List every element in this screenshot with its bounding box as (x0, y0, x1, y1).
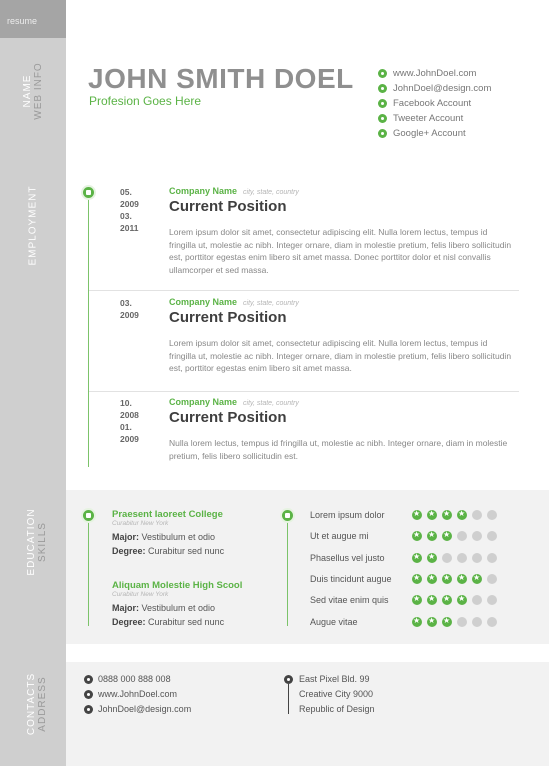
address-line-3: Republic of Design (299, 704, 375, 714)
contact-item[interactable] (84, 673, 171, 685)
divider (89, 391, 519, 392)
web-info-item[interactable] (378, 96, 491, 111)
side-label-education-skills (26, 497, 48, 587)
job-dates (120, 397, 139, 445)
degree-label: Degree: (112, 546, 146, 556)
skill-row (310, 594, 502, 606)
contact-text: www.JohnDoel.com (98, 689, 178, 699)
job-position: Current Position (169, 198, 287, 215)
school-major (112, 603, 215, 613)
star-empty-icon (457, 531, 467, 541)
resume-tag (0, 0, 66, 38)
star-filled-icon (412, 553, 422, 563)
star-empty-icon (487, 595, 497, 605)
web-info-text: JohnDoel@design.com (393, 83, 492, 94)
job-date-end: 01. 2009 (120, 422, 139, 444)
side-label-name-webinfo (22, 56, 44, 126)
company-location: city, state, country (243, 189, 299, 196)
education-timeline (88, 520, 89, 626)
degree-value: Curabitur sed nunc (148, 546, 225, 556)
star-filled-icon (412, 595, 422, 605)
star-filled-icon (412, 510, 422, 520)
skill-row (310, 509, 502, 521)
web-info-item[interactable] (378, 81, 491, 96)
job-date-start: 03. 2009 (120, 298, 139, 320)
skill-row (310, 530, 502, 542)
briefcase-icon (81, 185, 96, 200)
major-label: Major: (112, 532, 139, 542)
job-company (169, 186, 299, 196)
skill-name: Ut et augue mi (310, 531, 369, 542)
globe-icon (84, 690, 93, 699)
side-label-contacts: CONTACTS (26, 672, 37, 736)
star-filled-icon (472, 574, 482, 584)
star-filled-icon (412, 574, 422, 584)
school-location: Curabitur New York (112, 520, 169, 527)
star-empty-icon (487, 574, 497, 584)
skill-rating (412, 595, 502, 605)
skype-icon (84, 705, 93, 714)
side-label-name: NAME (22, 74, 33, 108)
address-line-1: East Pixel Bld. 99 (299, 674, 370, 684)
skill-row (310, 616, 502, 628)
star-filled-icon (427, 531, 437, 541)
school-degree (112, 546, 224, 556)
skill-row (310, 573, 502, 585)
side-label-skills: SKILLS (37, 522, 48, 562)
star-filled-icon (427, 510, 437, 520)
side-label-contacts-address (26, 659, 48, 749)
job-dates (120, 186, 139, 234)
star-empty-icon (457, 553, 467, 563)
job-description: Lorem ipsum dolor sit amet, consectetur adipiscing elit. Nulla lorem lectus, tempus id fringilla ut, molestie ac nibh. Integer ornare, diam in molestie pretium, felis libero sollicitudin est, porttitor egestas enim libero sit amet massa. (169, 338, 512, 373)
star-filled-icon (412, 617, 422, 627)
contact-item[interactable] (84, 688, 177, 700)
facebook-icon (378, 99, 387, 108)
star-empty-icon (472, 617, 482, 627)
job-company (169, 397, 299, 407)
full-name: JOHN SMITH DOEL (88, 63, 354, 94)
skill-rating (412, 531, 502, 541)
resume-tag-label: resume (7, 16, 38, 26)
school-degree (112, 617, 224, 627)
address-line (288, 684, 289, 714)
star-filled-icon (457, 595, 467, 605)
star-filled-icon (427, 574, 437, 584)
profession: Profesion Goes Here (89, 94, 202, 108)
job-description: Nulla lorem lectus, tempus id fringilla ut, molestie ac nibh. Integer ornare, diam in molestie pretium, felis libero sollicitudin est. (169, 438, 508, 461)
divider (89, 290, 519, 291)
skill-name: Augue vitae (310, 616, 358, 627)
job-description: Lorem ipsum dolor sit amet, consectetur adipiscing elit. Nulla lorem lectus, tempus id fringilla ut, molestie ac nibh. Integer ornare, diam in molestie pretium, felis libero sollicitudin est, porttitor egestas enim libero sit amet massa. Donec porttitor dolor et nisl convallis ullamcorper et sed massa. (169, 227, 512, 275)
job-dates (120, 297, 139, 321)
skill-name: Phasellus vel justo (310, 552, 385, 563)
skype-icon (378, 84, 387, 93)
star-filled-icon (427, 617, 437, 627)
skill-name: Lorem ipsum dolor (310, 510, 385, 520)
web-info-text: Facebook Account (393, 98, 472, 109)
star-filled-icon (412, 531, 422, 541)
side-label-employment-text: EMPLOYMENT (27, 185, 39, 266)
googleplus-icon (378, 129, 387, 138)
star-filled-icon (442, 531, 452, 541)
school-major (112, 532, 215, 542)
company-location: city, state, country (243, 400, 299, 407)
skill-name: Duis tincidunt augue (310, 573, 392, 584)
star-empty-icon (487, 617, 497, 627)
school-name: Aliquam Molestie High Scool (112, 580, 243, 591)
employment-timeline (88, 195, 89, 467)
magnifier-icon (280, 508, 295, 523)
twitter-icon (378, 114, 387, 123)
star-empty-icon (472, 531, 482, 541)
job-company (169, 297, 299, 307)
skill-rating (412, 510, 502, 520)
school-name: Praesent Iaoreet College (112, 509, 223, 520)
star-empty-icon (472, 510, 482, 520)
star-empty-icon (487, 553, 497, 563)
company-location: city, state, country (243, 300, 299, 307)
star-filled-icon (442, 595, 452, 605)
star-filled-icon (442, 510, 452, 520)
skill-row (310, 552, 502, 564)
star-filled-icon (442, 574, 452, 584)
star-empty-icon (472, 553, 482, 563)
skill-name: Sed vitae enim quis (310, 595, 389, 606)
major-value: Vestibulum et odio (141, 603, 216, 613)
pencil-icon (81, 508, 96, 523)
contact-text: JohnDoel@design.com (98, 704, 192, 714)
degree-value: Curabitur sed nunc (148, 617, 225, 627)
school-location: Curabitur New York (112, 591, 169, 598)
star-filled-icon (427, 553, 437, 563)
skill-rating (412, 617, 502, 627)
job-date-start: 05. 2009 (120, 187, 139, 209)
company-name: Company Name (169, 297, 238, 307)
job-position: Current Position (169, 409, 287, 426)
star-filled-icon (457, 510, 467, 520)
major-label: Major: (112, 603, 139, 613)
job-position: Current Position (169, 309, 287, 326)
star-empty-icon (487, 510, 497, 520)
contact-text: 0888 000 888 008 (98, 674, 171, 684)
location-pin-icon (284, 675, 293, 684)
major-value: Vestibulum et odio (141, 532, 216, 542)
star-filled-icon (427, 595, 437, 605)
job-date-start: 10. 2008 (120, 398, 139, 420)
star-empty-icon (442, 553, 452, 563)
star-filled-icon (442, 617, 452, 627)
web-info-text: Tweeter Account (393, 113, 464, 124)
web-info-text: Google+ Account (393, 128, 466, 139)
star-empty-icon (487, 531, 497, 541)
side-label-address: ADDRESS (37, 676, 48, 732)
side-label-webinfo: WEB INFO (33, 62, 44, 120)
skill-rating (412, 574, 502, 584)
job-date-end: 03. 2011 (120, 211, 139, 233)
company-name: Company Name (169, 186, 238, 196)
degree-label: Degree: (112, 617, 146, 627)
web-info-item[interactable] (378, 66, 491, 81)
side-label-employment (28, 176, 39, 276)
skills-timeline (287, 520, 288, 626)
side-label-education: EDUCATION (26, 508, 37, 576)
web-info-item[interactable] (378, 111, 491, 126)
star-empty-icon (472, 595, 482, 605)
phone-icon (84, 675, 93, 684)
web-info-text: www.JohnDoel.com (393, 68, 477, 79)
star-filled-icon (457, 574, 467, 584)
address-line-2: Creative City 9000 (299, 689, 374, 699)
web-info-list (378, 66, 491, 141)
contact-item[interactable] (84, 703, 191, 715)
globe-icon (378, 69, 387, 78)
skill-rating (412, 553, 502, 563)
company-name: Company Name (169, 397, 238, 407)
web-info-item[interactable] (378, 126, 491, 141)
star-empty-icon (457, 617, 467, 627)
